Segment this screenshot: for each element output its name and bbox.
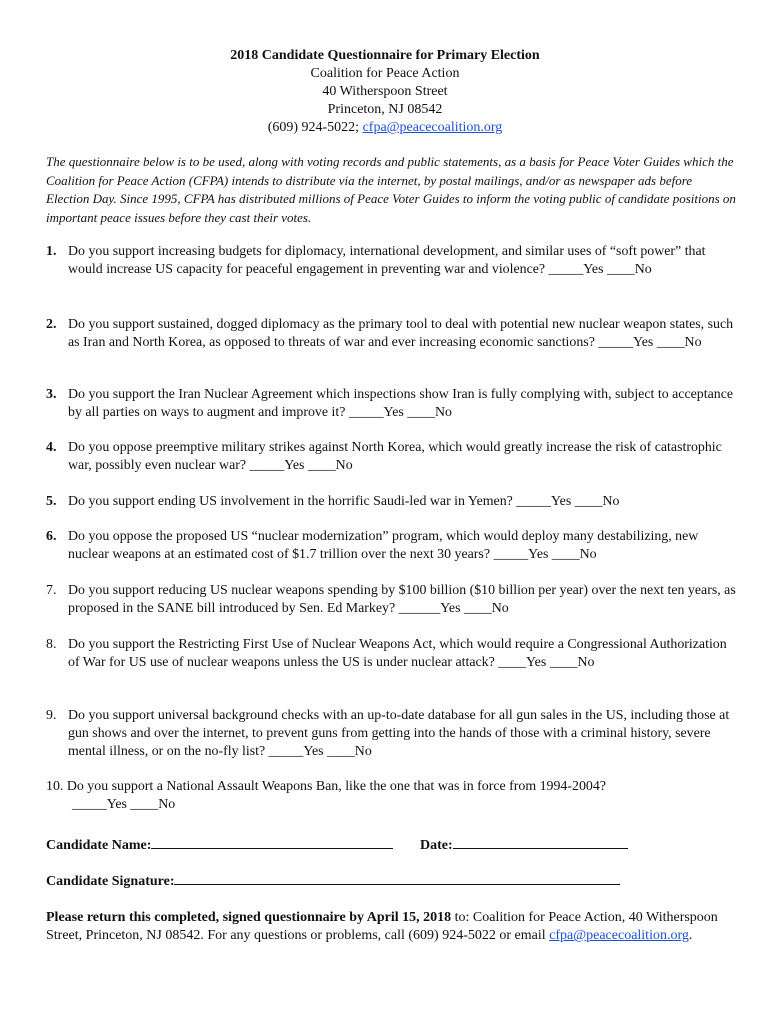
date-row (420, 835, 628, 855)
return-deadline: Please return this completed, signed questionnaire by April 15, 2018 (46, 910, 452, 925)
question-6 (46, 528, 736, 564)
date-label: Date: (420, 838, 453, 853)
question-text: Do you oppose preemptive military strikes against North Korea, which would greatly increase the risk of catastrophic war, possibly even nuclear war? _____Yes ____No (68, 440, 722, 473)
candidate-signature-row (46, 871, 620, 891)
question-text: Do you support increasing budgets for diplomacy, international development, and similar uses of “soft power” that would increase US capacity for peaceful engagement in preventing war and violence? _____Yes ____No (68, 244, 706, 277)
question-number: 2. (46, 317, 57, 332)
question-2 (46, 316, 736, 352)
question-number: 6. (46, 529, 57, 544)
question-1 (46, 243, 736, 279)
candidate-name-label: Candidate Name: (46, 838, 152, 853)
question-4 (46, 439, 736, 475)
question-text: Do you support the Restricting First Use of Nuclear Weapons Act, which would require a Congressional Authorization of War for US use of nuclear weapons unless the US is under nuclear attack? ____Yes ____No (68, 637, 727, 670)
intro-paragraph: The questionnaire below is to be used, along with voting records and public statements, as a basis for Peace Voter Guides which the Coalition for Peace Action (CFPA) intends to distribute via the internet, by postal mailings, and/or as newspaper ads before Election Day. Since 1995, CFPA has distributed millions of Peace Voter Guides to inform the voting public of candidate positions on important peace issues before they cast their votes. (46, 154, 736, 225)
org-contact (0, 119, 770, 137)
question-text: Do you support ending US involvement in the horrific Saudi-led war in Yemen? _____Yes ____No (68, 494, 620, 509)
org-name: Coalition for Peace Action (310, 66, 460, 81)
return-address: to: Coalition for Peace Action, 40 Witherspoon Street, Princeton, NJ 08542. For any questions or problems, call (609) 924-5022 or email (46, 910, 718, 943)
candidate-name-row (46, 835, 393, 855)
question-number: 9. (46, 708, 57, 723)
org-street: 40 Witherspoon Street (322, 84, 448, 99)
question-9 (46, 707, 736, 761)
question-answer: _____Yes ____No (72, 797, 176, 812)
date-field[interactable] (453, 835, 628, 849)
question-number: 10. (46, 779, 64, 794)
header (0, 47, 770, 137)
question-text: Do you oppose the proposed US “nuclear modernization” program, which would deploy many destabilizing, new nuclear weapons at an estimated cost of $1.7 trillion over the next 30 years? _____Yes ____No (68, 529, 699, 562)
question-number: 3. (46, 387, 57, 402)
question-number: 8. (46, 637, 57, 652)
question-number: 1. (46, 244, 57, 259)
question-8 (46, 636, 736, 672)
return-instructions (46, 909, 736, 945)
question-text: Do you support the Iran Nuclear Agreement which inspections show Iran is fully complying with, subject to acceptance by all parties on ways to augment and improve it? _____Yes ____No (68, 387, 734, 420)
org-city: Princeton, NJ 08542 (327, 102, 443, 117)
candidate-name-field[interactable] (151, 835, 393, 849)
question-3 (46, 386, 736, 422)
footer-period: . (688, 928, 693, 943)
question-text: Do you support sustained, dogged diplomacy as the primary tool to deal with potential new nuclear weapon states, such as Iran and North Korea, as opposed to threats of war and ever increasing economic sanctions? _____Yes ____No (68, 317, 734, 350)
question-number: 5. (46, 494, 57, 509)
question-number: 4. (46, 440, 57, 455)
question-text: Do you support universal background checks with an up-to-date database for all gun sales in the US, including those at gun shows and over the internet, to prevent guns from getting into the hands of those with a criminal history, severe mental illness, or on the no-fly list? _____Yes ____No (68, 708, 730, 759)
question-7 (46, 582, 736, 618)
candidate-signature-field[interactable] (174, 871, 620, 885)
question-body: Do you support a National Assault Weapons Ban, like the one that was in force from 1994-2004? (66, 779, 606, 794)
question-5 (46, 493, 736, 511)
header-email-link[interactable]: cfpa@peacecoalition.org (362, 120, 503, 135)
footer-email-link[interactable]: cfpa@peacecoalition.org (549, 928, 689, 943)
question-number: 7. (46, 583, 57, 598)
candidate-signature-label: Candidate Signature: (46, 874, 175, 889)
org-phone: (609) 924-5022; (267, 120, 363, 135)
question-text (46, 778, 736, 796)
question-10 (46, 778, 736, 814)
page-title: 2018 Candidate Questionnaire for Primary Election (230, 48, 540, 63)
question-text: Do you support reducing US nuclear weapons spending by $100 billion ($10 billion per year) over the next ten years, as proposed in the SANE bill introduced by Sen. Ed Markey? ______Yes ____No (68, 583, 736, 616)
